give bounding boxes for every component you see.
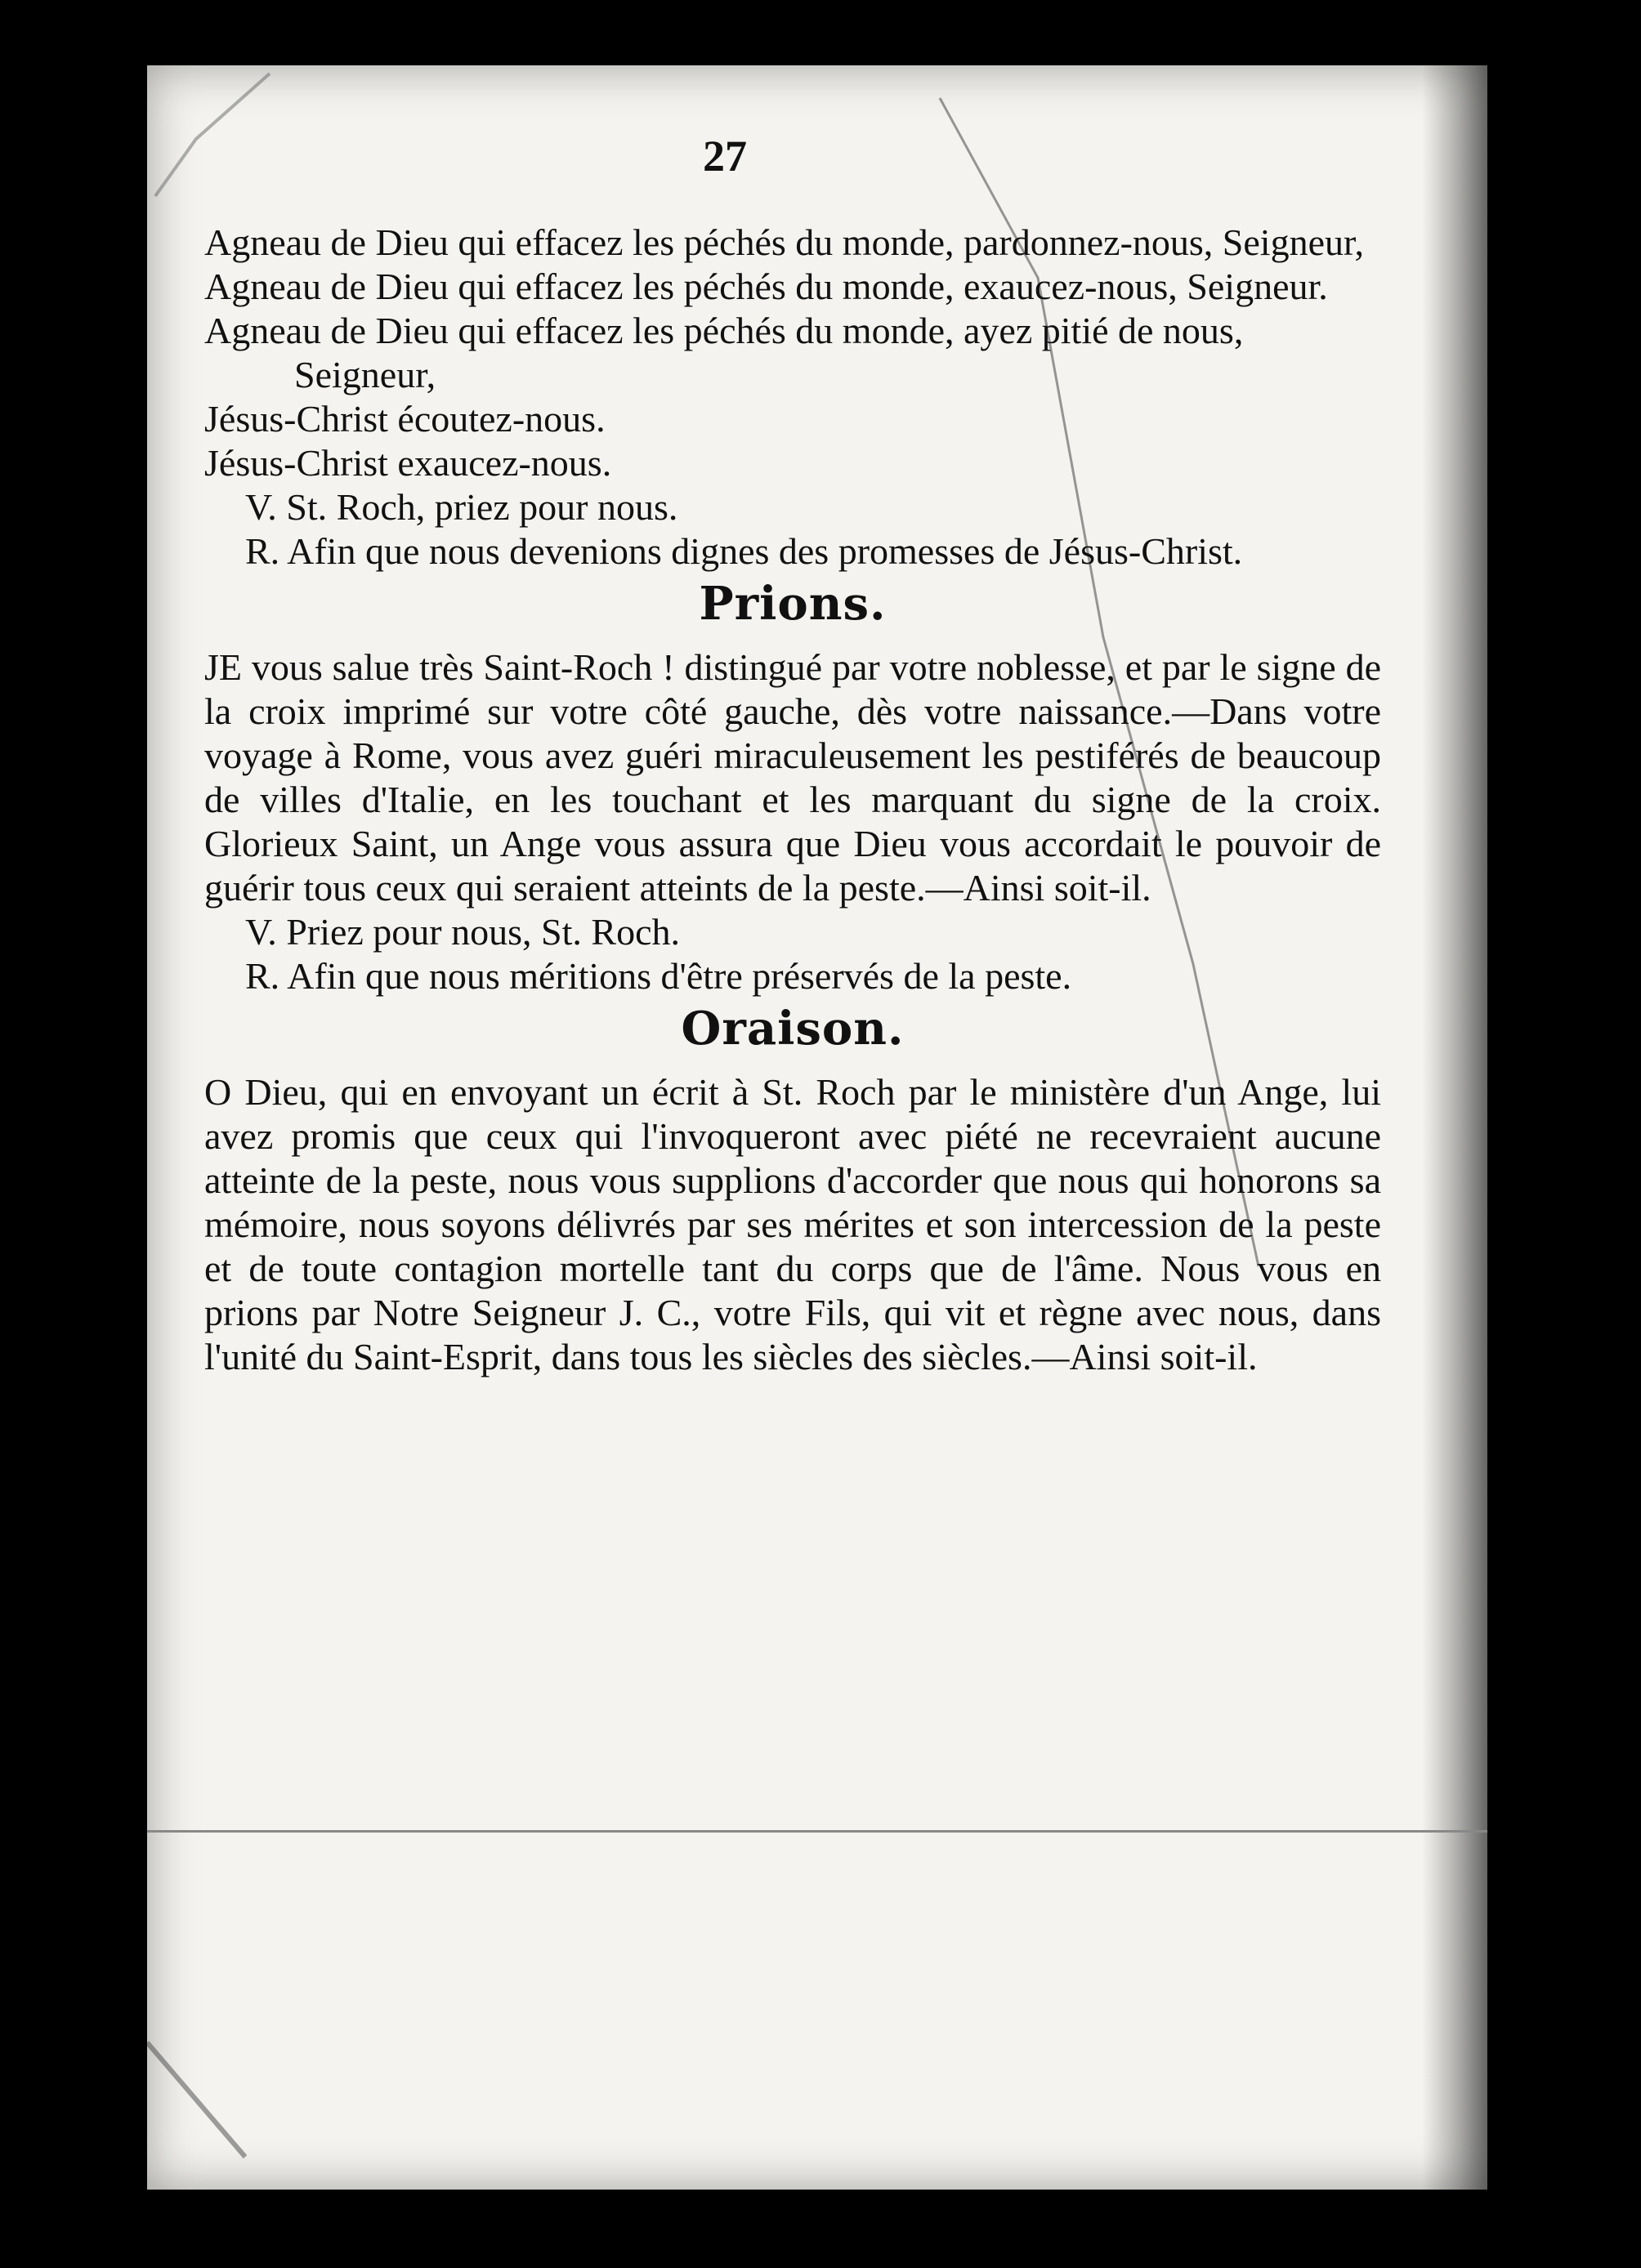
heading-oraison: Oraison. (681, 1002, 905, 1056)
litany-line-2: Agneau de Dieu qui effacez les péchés du monde, exaucez-nous, Seigneur. (204, 266, 1328, 307)
prayer-1: JE vous salue très Saint-Roch ! distingué par votre noblesse, et par le signe de la croix imprimé sur votre côté gauche, dès votre naissance.—Dans votre voyage à Rome, vous avez guéri miraculeusement les pestiférés de beaucoup de villes d'Italie, en les touchant et les marquant du signe de la croix. Glorieux Saint, un Ange vous assura que Dieu vous accordait le pouvoir de guérir tous ceux qui seraient atteints de la peste.—Ainsi soit-il. (204, 646, 1381, 909)
page-fold-line (147, 1830, 1487, 1833)
invocation-2: Jésus-Christ exaucez-nous. (204, 442, 612, 484)
invocation-1: Jésus-Christ écoutez-nous. (204, 398, 606, 440)
page-number: 27 (703, 132, 747, 181)
heading-prions: Prions. (699, 577, 887, 631)
page-edge-shadow (1422, 65, 1487, 2190)
versicle-1: V. St. Roch, priez pour nous. (245, 486, 678, 528)
litany-line-3: Agneau de Dieu qui effacez les péchés du monde, ayez pitié de nous, Seigneur, (204, 310, 1244, 395)
litany-line-1: Agneau de Dieu qui effacez les péchés du monde, pardonnez-nous, Seigneur, (204, 221, 1364, 263)
response-1: R. Afin que nous devenions dignes des promesses de Jésus-Christ. (245, 530, 1243, 572)
response-2: R. Afin que nous méritions d'être préservés de la peste. (245, 955, 1072, 997)
versicle-2: V. Priez pour nous, St. Roch. (245, 911, 680, 953)
prayer-2: O Dieu, qui en envoyant un écrit à St. Roch par le ministère d'un Ange, lui avez promis que ceux qui l'invoqueront avec piété ne recevraient aucune atteinte de la peste, nous vous supplions d'accorder que nous qui honorons sa mémoire, nous soyons délivrés par ses mérites et son intercession de la peste et de toute contagion mortelle tant du corps que de l'âme. Nous vous en prions par Notre Seigneur J. C., votre Fils, qui vit et règne avec nous, dans l'unité du Saint-Esprit, dans tous les siècles des siècles.—Ainsi soit-il. (204, 1071, 1381, 1377)
page-text (204, 221, 1381, 1379)
